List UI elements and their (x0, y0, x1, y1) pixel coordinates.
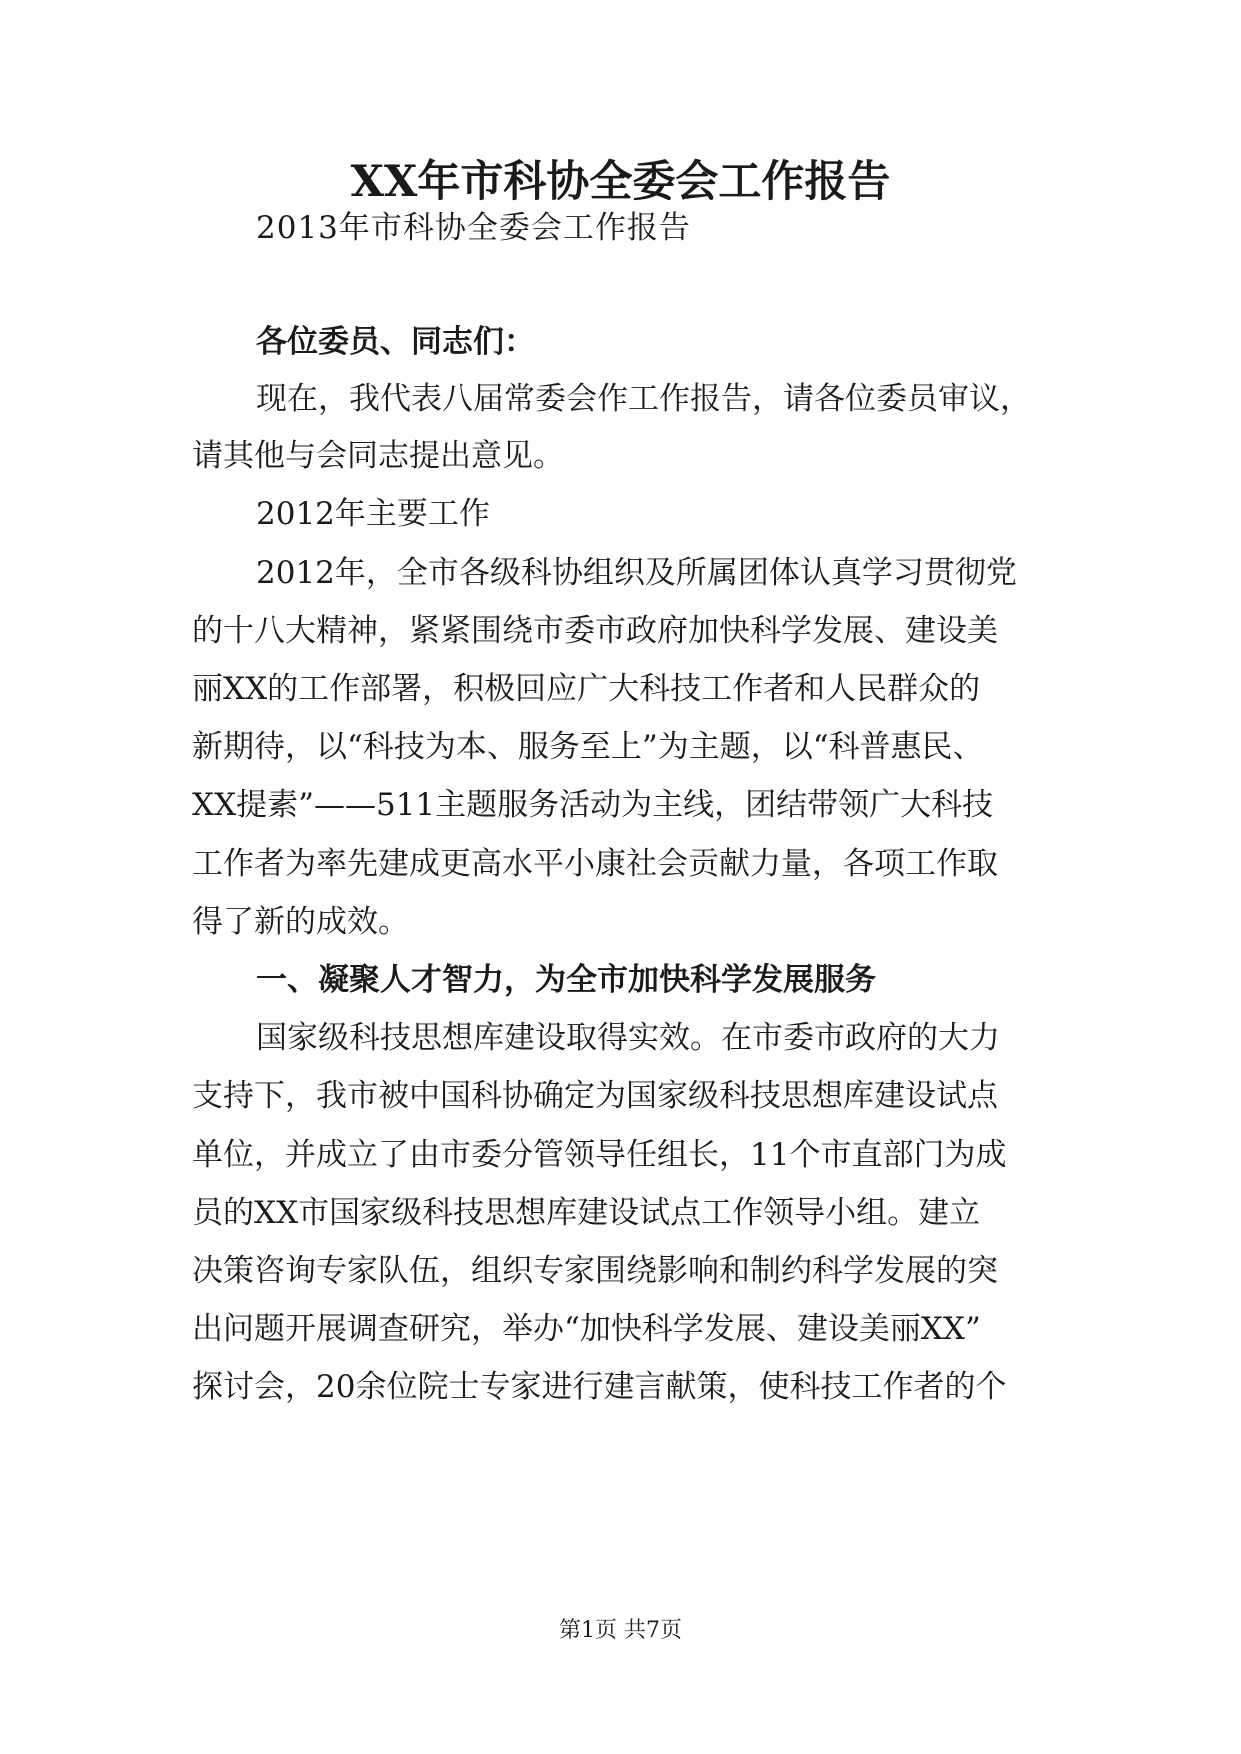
body-line: 支持下，我市被中国科协确定为国家级科技思想库建设试点 (192, 1078, 998, 1114)
section-heading-1: 一、凝聚人才智力，为全市加快科学发展服务 (256, 962, 876, 998)
body-line: 工作者为率先建成更高水平小康社会贡献力量，各项工作取 (192, 846, 998, 882)
body-line: 出问题开展调查研究，举办“加快科学发展、建设美丽XX” (192, 1311, 981, 1347)
document-title: XX年市科协全委会工作报告 (350, 157, 891, 207)
body-line: 国家级科技思想库建设取得实效。在市委市政府的大力 (256, 1020, 1000, 1056)
salutation: 各位委员、同志们： (256, 324, 535, 360)
body-line: XX提素”——511主题服务活动为主线，团结带领广大科技 (192, 787, 994, 823)
section-heading-2012: 2012年主要工作 (256, 496, 490, 532)
body-line: 探讨会，20余位院士专家进行建言献策，使科技工作者的个 (192, 1369, 1007, 1405)
body-line: 得了新的成效。 (192, 904, 409, 940)
body-line: 请其他与会同志提出意见。 (192, 438, 564, 474)
body-line: 丽XX的工作部署，积极回应广大科技工作者和人民群众的 (192, 671, 981, 707)
body-line: 的十八大精神，紧紧围绕市委市政府加快科学发展、建设美 (192, 613, 998, 649)
body-line: 决策咨询专家队伍，组织专家围绕影响和制约科学发展的突 (192, 1253, 998, 1289)
page-footer: 第1页 共7页 (559, 1618, 682, 1643)
body-line: 现在，我代表八届常委会作工作报告，请各位委员审议， (256, 381, 1031, 417)
body-line: 单位，并成立了由市委分管领导任组长，11个市直部门为成 (192, 1137, 1007, 1173)
document-subtitle: 2013年市科协全委会工作报告 (256, 210, 691, 246)
body-line: 员的XX市国家级科技思想库建设试点工作领导小组。建立 (192, 1195, 981, 1231)
body-line: 2012年，全市各级科协组织及所属团体认真学习贯彻党 (256, 555, 1017, 591)
body-line: 新期待，以“科技为本、服务至上”为主题，以“科普惠民、 (192, 729, 984, 765)
